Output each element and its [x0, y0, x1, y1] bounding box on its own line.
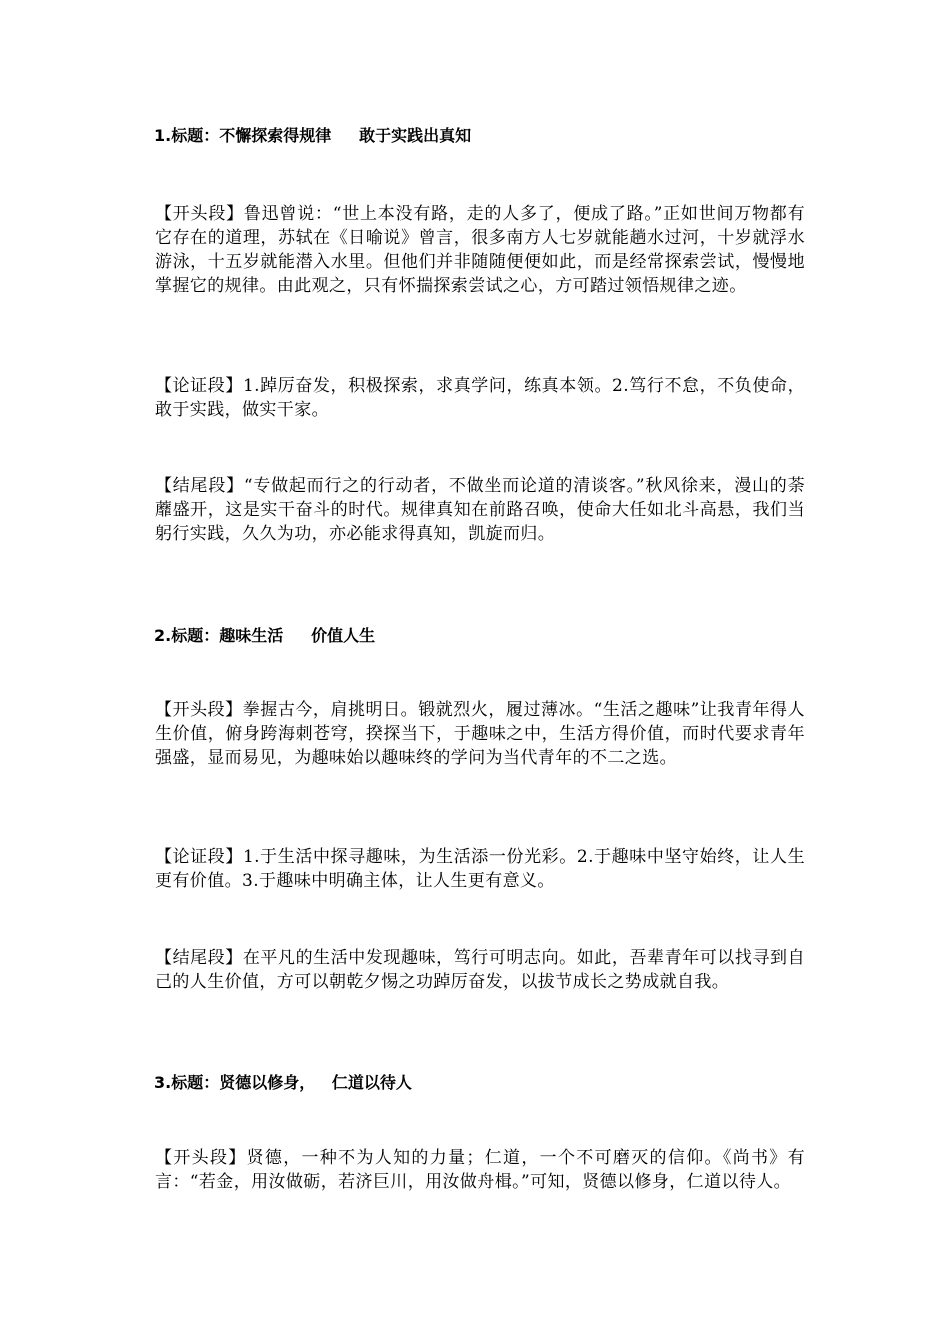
section-2-opening-paragraph: 【开头段】拳握古今，肩挑明日。锻就烈火，履过薄冰。“生活之趣味”让我青年得人生价值，俯身跨海刺苍穹，揆探当下，于趣味之中，生活方得价值，而时代要求青年强盛，显而易见，为趣味始以趣味终的学问为当代青年的不二之选。: [155, 700, 805, 768]
section-3-title: 3.标题：贤德以修身， 仁道以待人: [154, 1073, 412, 1092]
section-1-argument-paragraph: 【论证段】1.踔厉奋发，积极探索，求真学问，练真本领。2.笃行不怠，不负使命，敢于实践，做实干家。: [155, 376, 805, 420]
section-2-ending-paragraph: 【结尾段】在平凡的生活中发现趣味，笃行可明志向。如此，吾辈青年可以找寻到自己的人生价值，方可以朝乾夕惕之功踔厉奋发，以拔节成长之势成就自我。: [155, 948, 805, 992]
section-1-ending-paragraph: 【结尾段】“专做起而行之的行动者，不做坐而论道的清谈客。”秋风徐来，漫山的荼蘼盛开，这是实干奋斗的时代。规律真知在前路召唤，使命大任如北斗高悬，我们当躬行实践，久久为功，亦必能求得真知，凯旋而归。: [155, 476, 805, 544]
section-2-argument-paragraph: 【论证段】1.于生活中探寻趣味，为生活添一份光彩。2.于趣味中坚守始终，让人生更有价值。3.于趣味中明确主体，让人生更有意义。: [155, 847, 805, 891]
section-3-opening-paragraph: 【开头段】贤德，一种不为人知的力量；仁道，一个不可磨灭的信仰。《尚书》有言：“若金，用汝做砺，若济巨川，用汝做舟楫。”可知，贤德以修身，仁道以待人。: [155, 1148, 805, 1192]
section-1-title: 1.标题：不懈探索得规律 敢于实践出真知: [154, 126, 472, 145]
section-2-title: 2.标题：趣味生活 价值人生: [154, 626, 376, 645]
section-1-opening-paragraph: 【开头段】鲁迅曾说：“世上本没有路，走的人多了，便成了路。”正如世间万物都有它存在的道理，苏轼在《日喻说》曾言，很多南方人七岁就能趟水过河，十岁就浮水游泳，十五岁就能潜入水里。但他们并非随随便便如此，而是经常探索尝试，慢慢地掌握它的规律。由此观之，只有怀揣探索尝试之心，方可踏过领悟规律之迹。: [155, 204, 805, 296]
